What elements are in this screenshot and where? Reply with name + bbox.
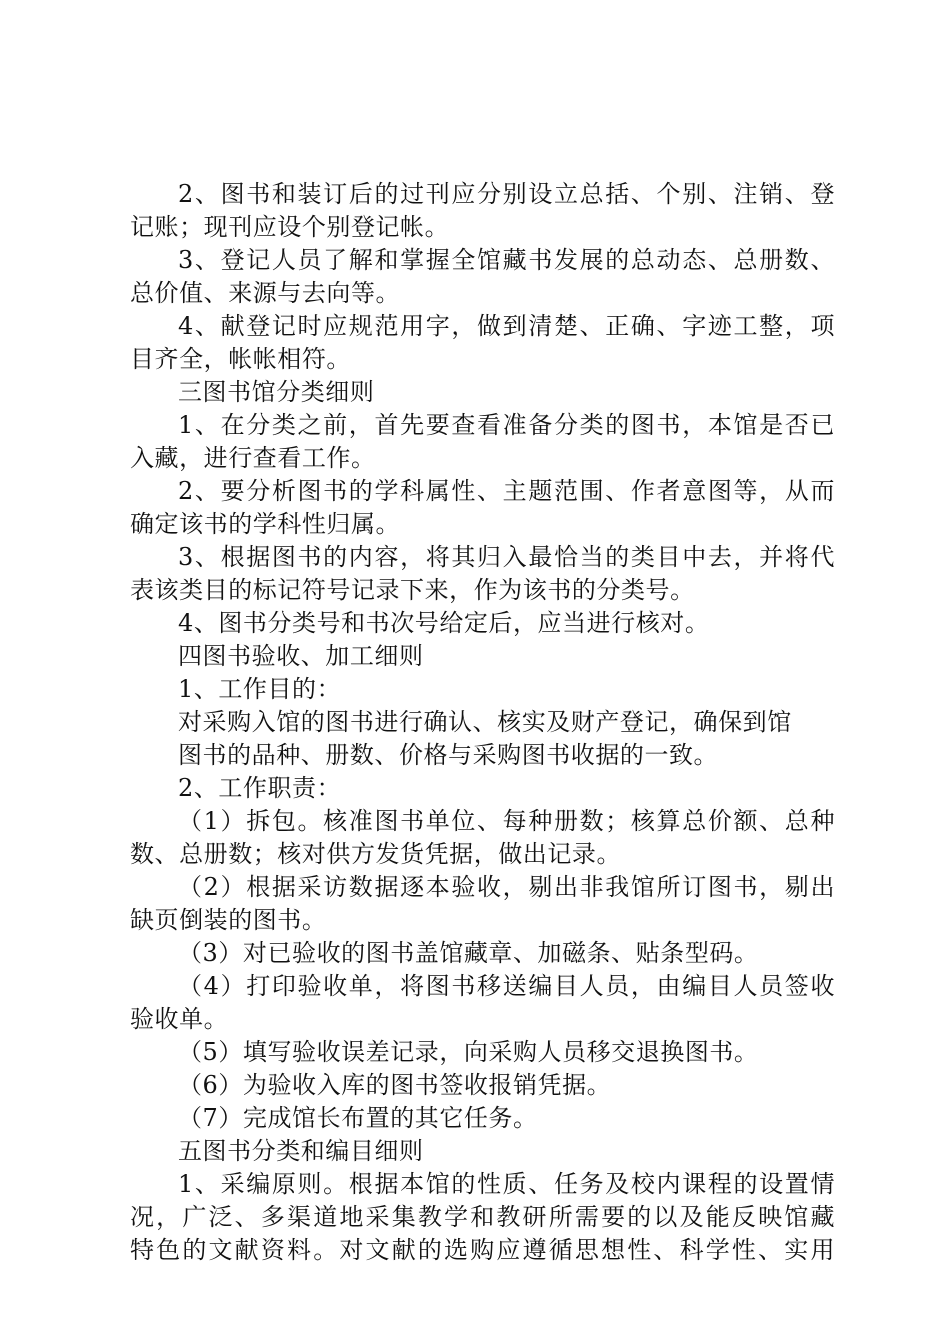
paragraph-line: 记账；现刊应设个别登记帐。	[130, 213, 450, 241]
paragraph-line: 2、图书和装订后的过刊应分别设立总括、个别、注销、登	[178, 180, 835, 208]
list-item-line: 验收单。	[130, 1005, 229, 1033]
paragraph-line: 3、根据图书的内容，将其归入最恰当的类目中去，并将代	[178, 543, 835, 571]
list-item-line: （3）对已验收的图书盖馆藏章、加磁条、贴条型码。	[178, 939, 759, 967]
paragraph-line: 总价值、来源与去向等。	[130, 279, 401, 307]
list-item-line: （1）拆包。核准图书单位、每种册数；核算总价额、总种	[178, 807, 835, 835]
list-item-line: 缺页倒装的图书。	[130, 906, 327, 934]
paragraph-line: 况，广泛、多渠道地采集教学和教研所需要的以及能反映馆藏	[130, 1203, 835, 1231]
paragraph-line: 3、登记人员了解和掌握全馆藏书发展的总动态、总册数、	[178, 246, 835, 274]
list-item-line: （7）完成馆长布置的其它任务。	[178, 1104, 538, 1132]
paragraph-line: 1、工作目的：	[178, 675, 342, 703]
list-item-line: （2）根据采访数据逐本验收，剔出非我馆所订图书，剔出	[178, 873, 835, 901]
paragraph-line: 1、采编原则。根据本馆的性质、任务及校内课程的设置情	[178, 1170, 835, 1198]
paragraph-line: 4、图书分类号和书次号给定后，应当进行核对。	[178, 609, 710, 637]
section-heading: 三图书馆分类细则	[178, 378, 375, 406]
list-item-line: （4）打印验收单，将图书移送编目人员，由编目人员签收	[178, 972, 835, 1000]
paragraph-line: 2、要分析图书的学科属性、主题范围、作者意图等，从而	[178, 477, 835, 505]
list-item-line: （6）为验收入库的图书签收报销凭据。	[178, 1071, 612, 1099]
section-heading: 四图书验收、加工细则	[178, 642, 424, 670]
paragraph-line: 目齐全，帐帐相符。	[130, 345, 351, 373]
paragraph-line: 2、工作职责：	[178, 774, 342, 802]
paragraph-line: 对采购入馆的图书进行确认、核实及财产登记，确保到馆	[178, 708, 792, 736]
list-item-line: 数、总册数；核对供方发货凭据，做出记录。	[130, 840, 621, 868]
paragraph-line: 入藏，进行查看工作。	[130, 444, 376, 472]
document-body	[130, 178, 835, 1267]
paragraph-line: 表该类目的标记符号记录下来，作为该书的分类号。	[130, 576, 695, 604]
paragraph-line: 4、献登记时应规范用字，做到清楚、正确、字迹工整，项	[178, 312, 835, 340]
paragraph-line: 1、在分类之前，首先要查看准备分类的图书，本馆是否已	[178, 411, 835, 439]
paragraph-line: 图书的品种、册数、价格与采购图书收据的一致。	[178, 741, 719, 769]
section-heading: 五图书分类和编目细则	[178, 1137, 424, 1165]
paragraph-line: 特色的文献资料。对文献的选购应遵循思想性、科学性、实用	[130, 1236, 835, 1264]
paragraph-line: 确定该书的学科性归属。	[130, 510, 401, 538]
list-item-line: （5）填写验收误差记录，向采购人员移交退换图书。	[178, 1038, 759, 1066]
